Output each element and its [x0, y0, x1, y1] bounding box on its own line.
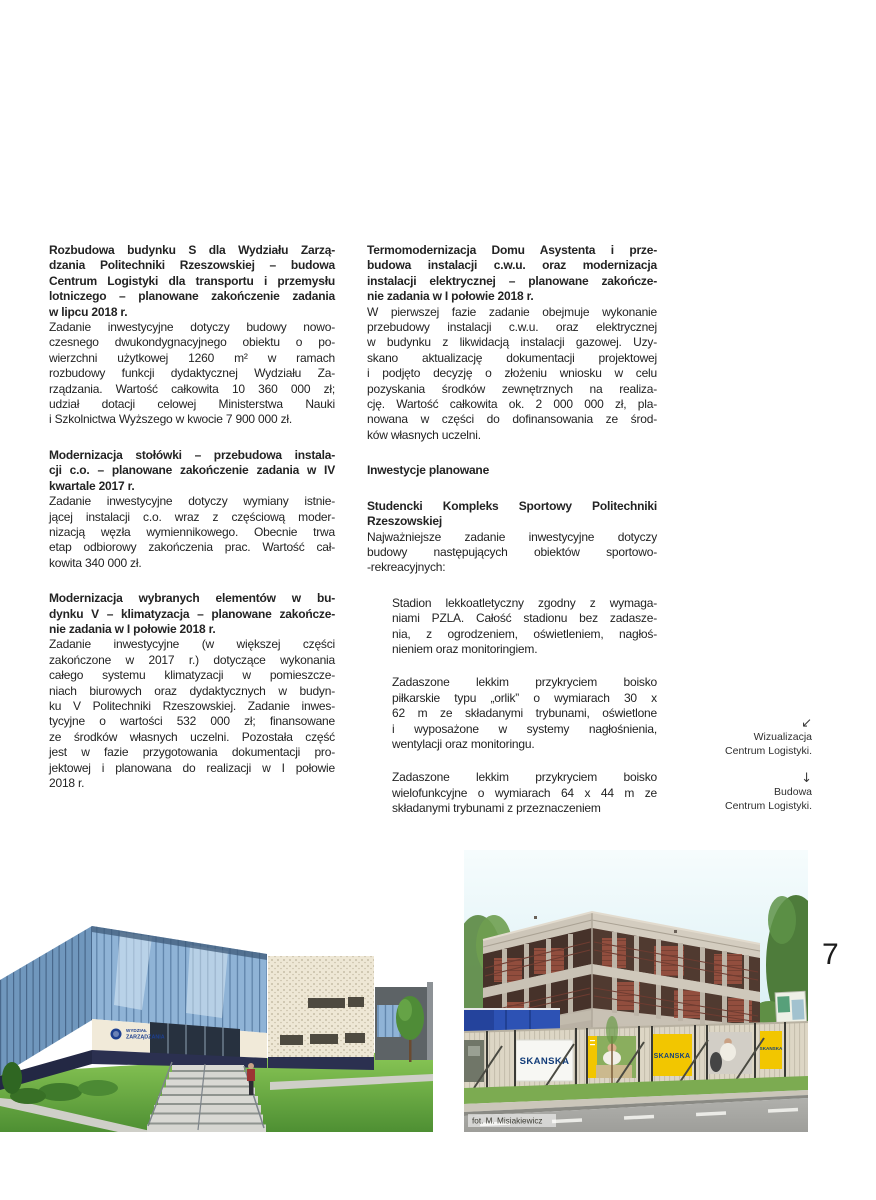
text-section: [49, 243, 335, 428]
text-line: kwartale 2017 r.: [49, 478, 135, 493]
text-line: Zadanie inwestycyjne dotyczy budowy nowo-: [49, 320, 335, 335]
text-section: [49, 591, 335, 791]
text-line: Modernizacja wybranych elementów w bu-: [49, 591, 335, 606]
skanska-banner-text: SKANSKA: [519, 1056, 570, 1067]
text-line: Inwestycje planowane: [367, 463, 490, 478]
section-heading: [367, 243, 657, 305]
sign-text-line2: ZARZĄDZANIA: [126, 1034, 165, 1041]
text-section: [49, 448, 335, 571]
text-line: etap odbiorowy zakończenia prac. Wartość cał-: [49, 540, 335, 555]
text-line: ków własnych uczelni.: [367, 427, 481, 442]
section-body: [49, 637, 335, 791]
text-line: udział dotacji celowej Ministerstwa Nauki: [49, 397, 335, 412]
skanska-banner-text: SKANSKA: [759, 1046, 783, 1051]
text-line: Termomodernizacja Domu Asystenta i prze-: [367, 243, 657, 257]
text-line: rządzania. Wartość całkowita 10 360 000 zł;: [49, 381, 335, 396]
text-line: przebudowy instalacji c.w.u. oraz elektrycznej: [367, 320, 657, 335]
text-line: i wyposażone w systemy nagłośnienia,: [392, 721, 657, 736]
text-line: tycyjne o wartości 532 000 zł; finansowane: [49, 714, 335, 729]
text-line: cji c.o. – planowane zakończenie zadania w IV: [49, 463, 335, 478]
text-line: jektowej i planowana do realizacji w I połowie: [49, 760, 335, 775]
text-line: w budynku z likwidacją instalacji gazowej. Uzy-: [367, 335, 657, 350]
caption-line: Budowa: [774, 786, 812, 798]
text-line: dynku V – klimatyzacja – planowane zakończe-: [49, 606, 335, 621]
text-line: rozbudowy funkcji dydaktycznej Wydziału Za-: [49, 366, 335, 381]
text-line: 62 m ze składanymi trybunami, oświetlone: [392, 706, 657, 721]
text-line: 2018 r.: [49, 776, 85, 790]
text-line: wierzchni użytkowej 1260 m² w ramach: [49, 350, 335, 365]
text-line: zakończone w 2017 r.) dotyczące wykonania: [49, 652, 335, 667]
text-line: budowy następujących obiektów sportowo-: [367, 544, 657, 559]
text-section: [367, 499, 657, 576]
text-line: niami PZLA. Całość stadionu bez zadasze-: [392, 611, 657, 626]
list-paragraph: [367, 596, 657, 658]
text-line: nowana w części do dofinansowania ze środ-: [367, 412, 657, 427]
section-heading: [49, 591, 335, 637]
caption-line: Wizualizacja: [753, 731, 812, 743]
sign-text-line1: WYDZIAŁ: [126, 1028, 147, 1033]
construction-photo: [464, 850, 808, 1132]
visualization-photo: [0, 850, 433, 1132]
text-line: wentylacji oraz monitoringu.: [392, 736, 535, 751]
section-heading: [49, 448, 335, 494]
skanska-banner-text: SKANSKA: [653, 1053, 691, 1060]
list-paragraph: [367, 770, 657, 816]
section-body: [49, 494, 335, 571]
text-line: niach biurowych oraz dydaktycznych w budyn-: [49, 683, 335, 698]
caption-visualization: [700, 716, 812, 758]
text-line: Zadanie inwestycyjne (w większej części: [49, 637, 335, 652]
text-line: budowa instalacji c.w.u. oraz modernizacja: [367, 258, 657, 273]
text-line: jącej instalacji c.o. wraz z częściową moder-: [49, 509, 335, 524]
text-line: nia, z ogrodzeniem, oświetleniem, nagłoś-: [392, 626, 657, 641]
arrow-down-icon: ↓: [801, 771, 812, 786]
photo-credit: [468, 1114, 556, 1127]
caption-line: Centrum Logistyki.: [725, 799, 812, 812]
section-heading: [367, 499, 657, 530]
text-line: pozyskania środków zewnętrznych na realiza-: [367, 381, 657, 396]
text-line: składanymi trybunami z przeznaczeniem: [392, 801, 601, 816]
text-line: Modernizacja stołówki – przebudowa instala-: [49, 447, 335, 462]
text-line: Studencki Kompleks Sportowy Politechniki: [367, 498, 657, 513]
text-line: nie zadania w I połowie 2018 r.: [49, 621, 216, 636]
text-line: Zadanie inwestycyjne dotyczy wymiany istnie-: [49, 494, 335, 509]
caption-construction: [700, 771, 812, 813]
page-number: 7: [822, 938, 839, 971]
photo-credit-text: fot. M. Misiakiewicz: [472, 1116, 543, 1126]
text-line: piłkarskie typu „orlik” o wymiarach 30 x: [392, 690, 657, 705]
text-line: cję. Wartość całkowita ok. 2 000 000 zł, pla-: [367, 397, 657, 412]
text-line: Zadaszone lekkim przykryciem boisko: [392, 770, 657, 785]
section-heading: [367, 463, 657, 478]
text-line: w lipcu 2018 r.: [49, 304, 128, 319]
text-line: jest w fazie przygotowania dokumentacji pro-: [49, 745, 335, 760]
text-line: wielofunkcyjne o wymiarach 64 x 44 m ze: [392, 785, 657, 800]
text-section: [367, 463, 657, 478]
section-body: [367, 530, 657, 576]
arrow-down-left-icon: ↙: [801, 716, 812, 731]
right-text-column: [367, 243, 657, 835]
text-line: -rekreacyjnych:: [367, 560, 446, 575]
text-line: lotniczego – planowane zakończenie zadania: [49, 289, 335, 304]
list-paragraph: [367, 675, 657, 752]
text-line: kowita 340 000 zł.: [49, 555, 142, 570]
text-line: i Szkolnictwa Wyższego w kwocie 7 900 000 zł.: [49, 412, 293, 427]
text-section: [367, 243, 657, 443]
text-line: ze środków własnych uczelni. Pozostała część: [49, 729, 335, 744]
text-line: i podjęto decyzję o złożeniu wniosku w celu: [367, 366, 657, 381]
text-line: dzania Politechniki Rzeszowskiej – budowa: [49, 258, 335, 273]
text-line: Rozbudowa budynku S dla Wydziału Zarzą-: [49, 243, 335, 257]
text-line: skano aktualizację dokumentacji projektowej: [367, 350, 657, 365]
text-line: ku V Politechniki Rzeszowskiej. Zadanie inwes-: [49, 698, 335, 713]
section-body: [49, 320, 335, 428]
photo-captions: [700, 716, 812, 826]
text-line: nieniem oraz monitoringiem.: [392, 641, 538, 656]
text-line: Rzeszowskiej: [367, 514, 442, 529]
text-line: Centrum Logistyki dla transportu i przemysłu: [49, 273, 335, 288]
text-line: Najważniejsze zadanie inwestycyjne dotyczy: [367, 529, 657, 544]
text-line: nizacją węzła wymiennikowego. Obecnie trwa: [49, 524, 335, 539]
text-line: Stadion lekkoatletyczny zgodny z wymaga-: [392, 595, 657, 610]
section-heading: [49, 243, 335, 320]
text-line: Zadaszone lekkim przykryciem boisko: [392, 675, 657, 690]
indented-list: [367, 596, 657, 817]
text-line: czesnego dwukondygnacyjnego obiektu o po-: [49, 335, 335, 350]
text-line: całego systemu klimatyzacji w pomieszcze-: [49, 668, 335, 683]
text-line: nie zadania w I połowie 2018 r.: [367, 289, 534, 304]
caption-line: Centrum Logistyki.: [725, 744, 812, 757]
text-line: instalacji elektrycznej – planowane zakończe-: [367, 273, 657, 288]
left-text-column: [49, 243, 335, 811]
section-body: [367, 305, 657, 444]
text-line: W pierwszej fazie zadanie obejmuje wykonanie: [367, 304, 657, 319]
